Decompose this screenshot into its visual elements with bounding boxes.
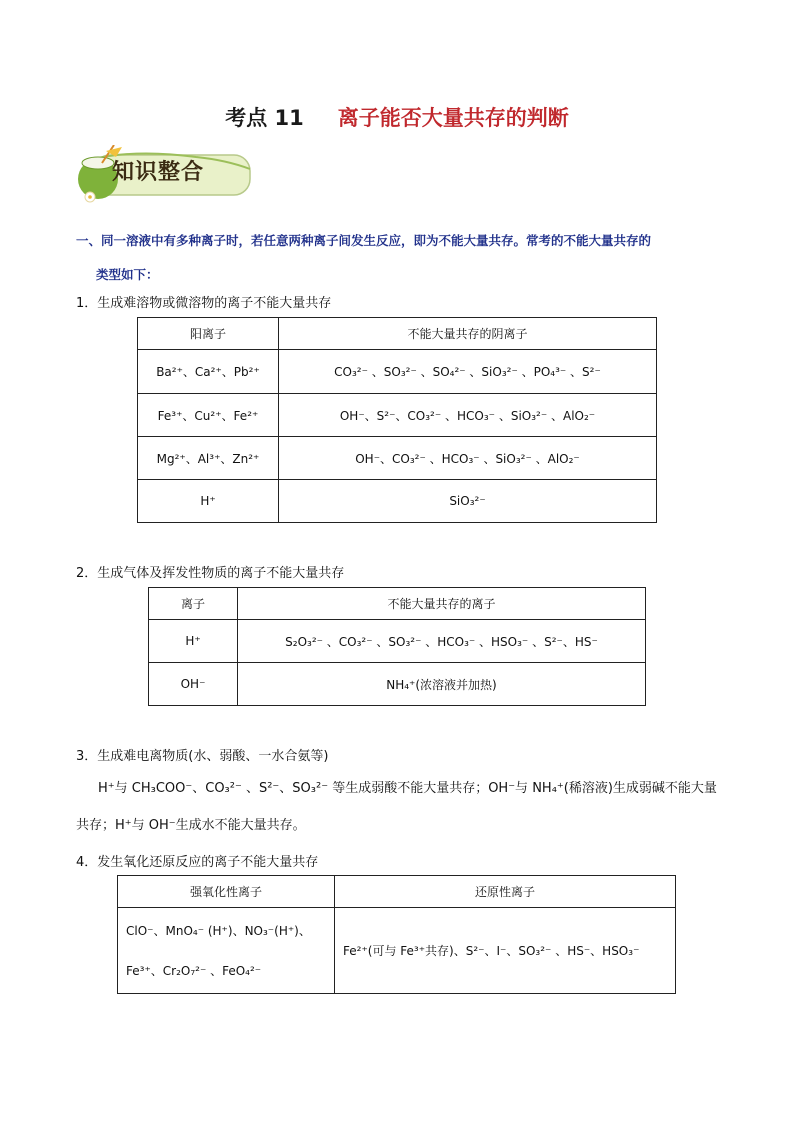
- section4-table: [117, 875, 676, 994]
- table-header: 还原性离子: [335, 876, 676, 908]
- table-cell: OH⁻、S²⁻、CO₃²⁻ 、HCO₃⁻ 、SiO₃²⁻ 、AlO₂⁻: [279, 394, 657, 437]
- intro-heading-line1: 一、同一溶液中有多种离子时，若任意两种离子间发生反应，即为不能大量共存。常考的不能大量共存的: [76, 233, 652, 248]
- table-cell: CO₃²⁻ 、SO₃²⁻ 、SO₄²⁻ 、SiO₃²⁻ 、PO₄³⁻ 、S²⁻: [279, 350, 657, 394]
- table-cell: NH₄⁺(浓溶液并加热): [238, 663, 646, 706]
- table-cell: OH⁻: [149, 663, 238, 706]
- table-cell: Ba²⁺、Ca²⁺、Pb²⁺: [138, 350, 279, 394]
- page-title: [0, 102, 794, 132]
- table-cell: H⁺: [149, 620, 238, 663]
- table-cell: H⁺: [138, 480, 279, 523]
- table-cell: SiO₃²⁻: [279, 480, 657, 523]
- oxidizing-ions-line2: Fe³⁺、Cr₂O₇²⁻ 、FeO₄²⁻: [126, 963, 262, 978]
- title-number: 考点 11: [225, 106, 304, 130]
- section1-title: 1．生成难溶物或微溶物的离子不能大量共存: [76, 296, 332, 311]
- table-header: 不能大量共存的阴离子: [279, 318, 657, 350]
- oxidizing-ions-line1: ClO⁻、MnO₄⁻ (H⁺)、NO₃⁻(H⁺)、: [126, 923, 311, 938]
- table-header: 离子: [149, 588, 238, 620]
- table-header: 不能大量共存的离子: [238, 588, 646, 620]
- section3-paragraph-line2: 共存；H⁺与 OH⁻生成水不能大量共存。: [76, 818, 306, 833]
- oxidizing-ions-cell: [118, 908, 335, 994]
- table-header: 强氧化性离子: [118, 876, 335, 908]
- table-cell: Fe³⁺、Cu²⁺、Fe²⁺: [138, 394, 279, 437]
- section2-title: 2．生成气体及挥发性物质的离子不能大量共存: [76, 566, 345, 581]
- section2-table: [148, 587, 646, 706]
- section4-title: 4．发生氧化还原反应的离子不能大量共存: [76, 855, 319, 870]
- table-cell: S₂O₃²⁻ 、CO₃²⁻ 、SO₃²⁻ 、HCO₃⁻ 、HSO₃⁻ 、S²⁻、HS⁻: [238, 620, 646, 663]
- knowledge-badge: [76, 145, 254, 205]
- section3-title: 3．生成难电离物质(水、弱酸、一水合氨等): [76, 749, 329, 764]
- section1-table: [137, 317, 657, 523]
- badge-label: 知识整合: [112, 160, 205, 185]
- table-cell: OH⁻、CO₃²⁻ 、HCO₃⁻ 、SiO₃²⁻ 、AlO₂⁻: [279, 437, 657, 480]
- table-header: 阳离子: [138, 318, 279, 350]
- intro-heading-line2: 类型如下：: [96, 267, 159, 282]
- table-cell: Mg²⁺、Al³⁺、Zn²⁺: [138, 437, 279, 480]
- reducing-ions-cell: Fe²⁺(可与 Fe³⁺共存)、S²⁻、I⁻、SO₃²⁻ 、HS⁻、HSO₃⁻: [335, 908, 676, 994]
- title-text: 离子能否大量共存的判断: [337, 106, 569, 130]
- section3-paragraph-line1: H⁺与 CH₃COO⁻、CO₃²⁻ 、S²⁻、SO₃²⁻ 等生成弱酸不能大量共存；OH⁻与 NH₄⁺(稀溶液)生成弱碱不能大量: [98, 781, 717, 796]
